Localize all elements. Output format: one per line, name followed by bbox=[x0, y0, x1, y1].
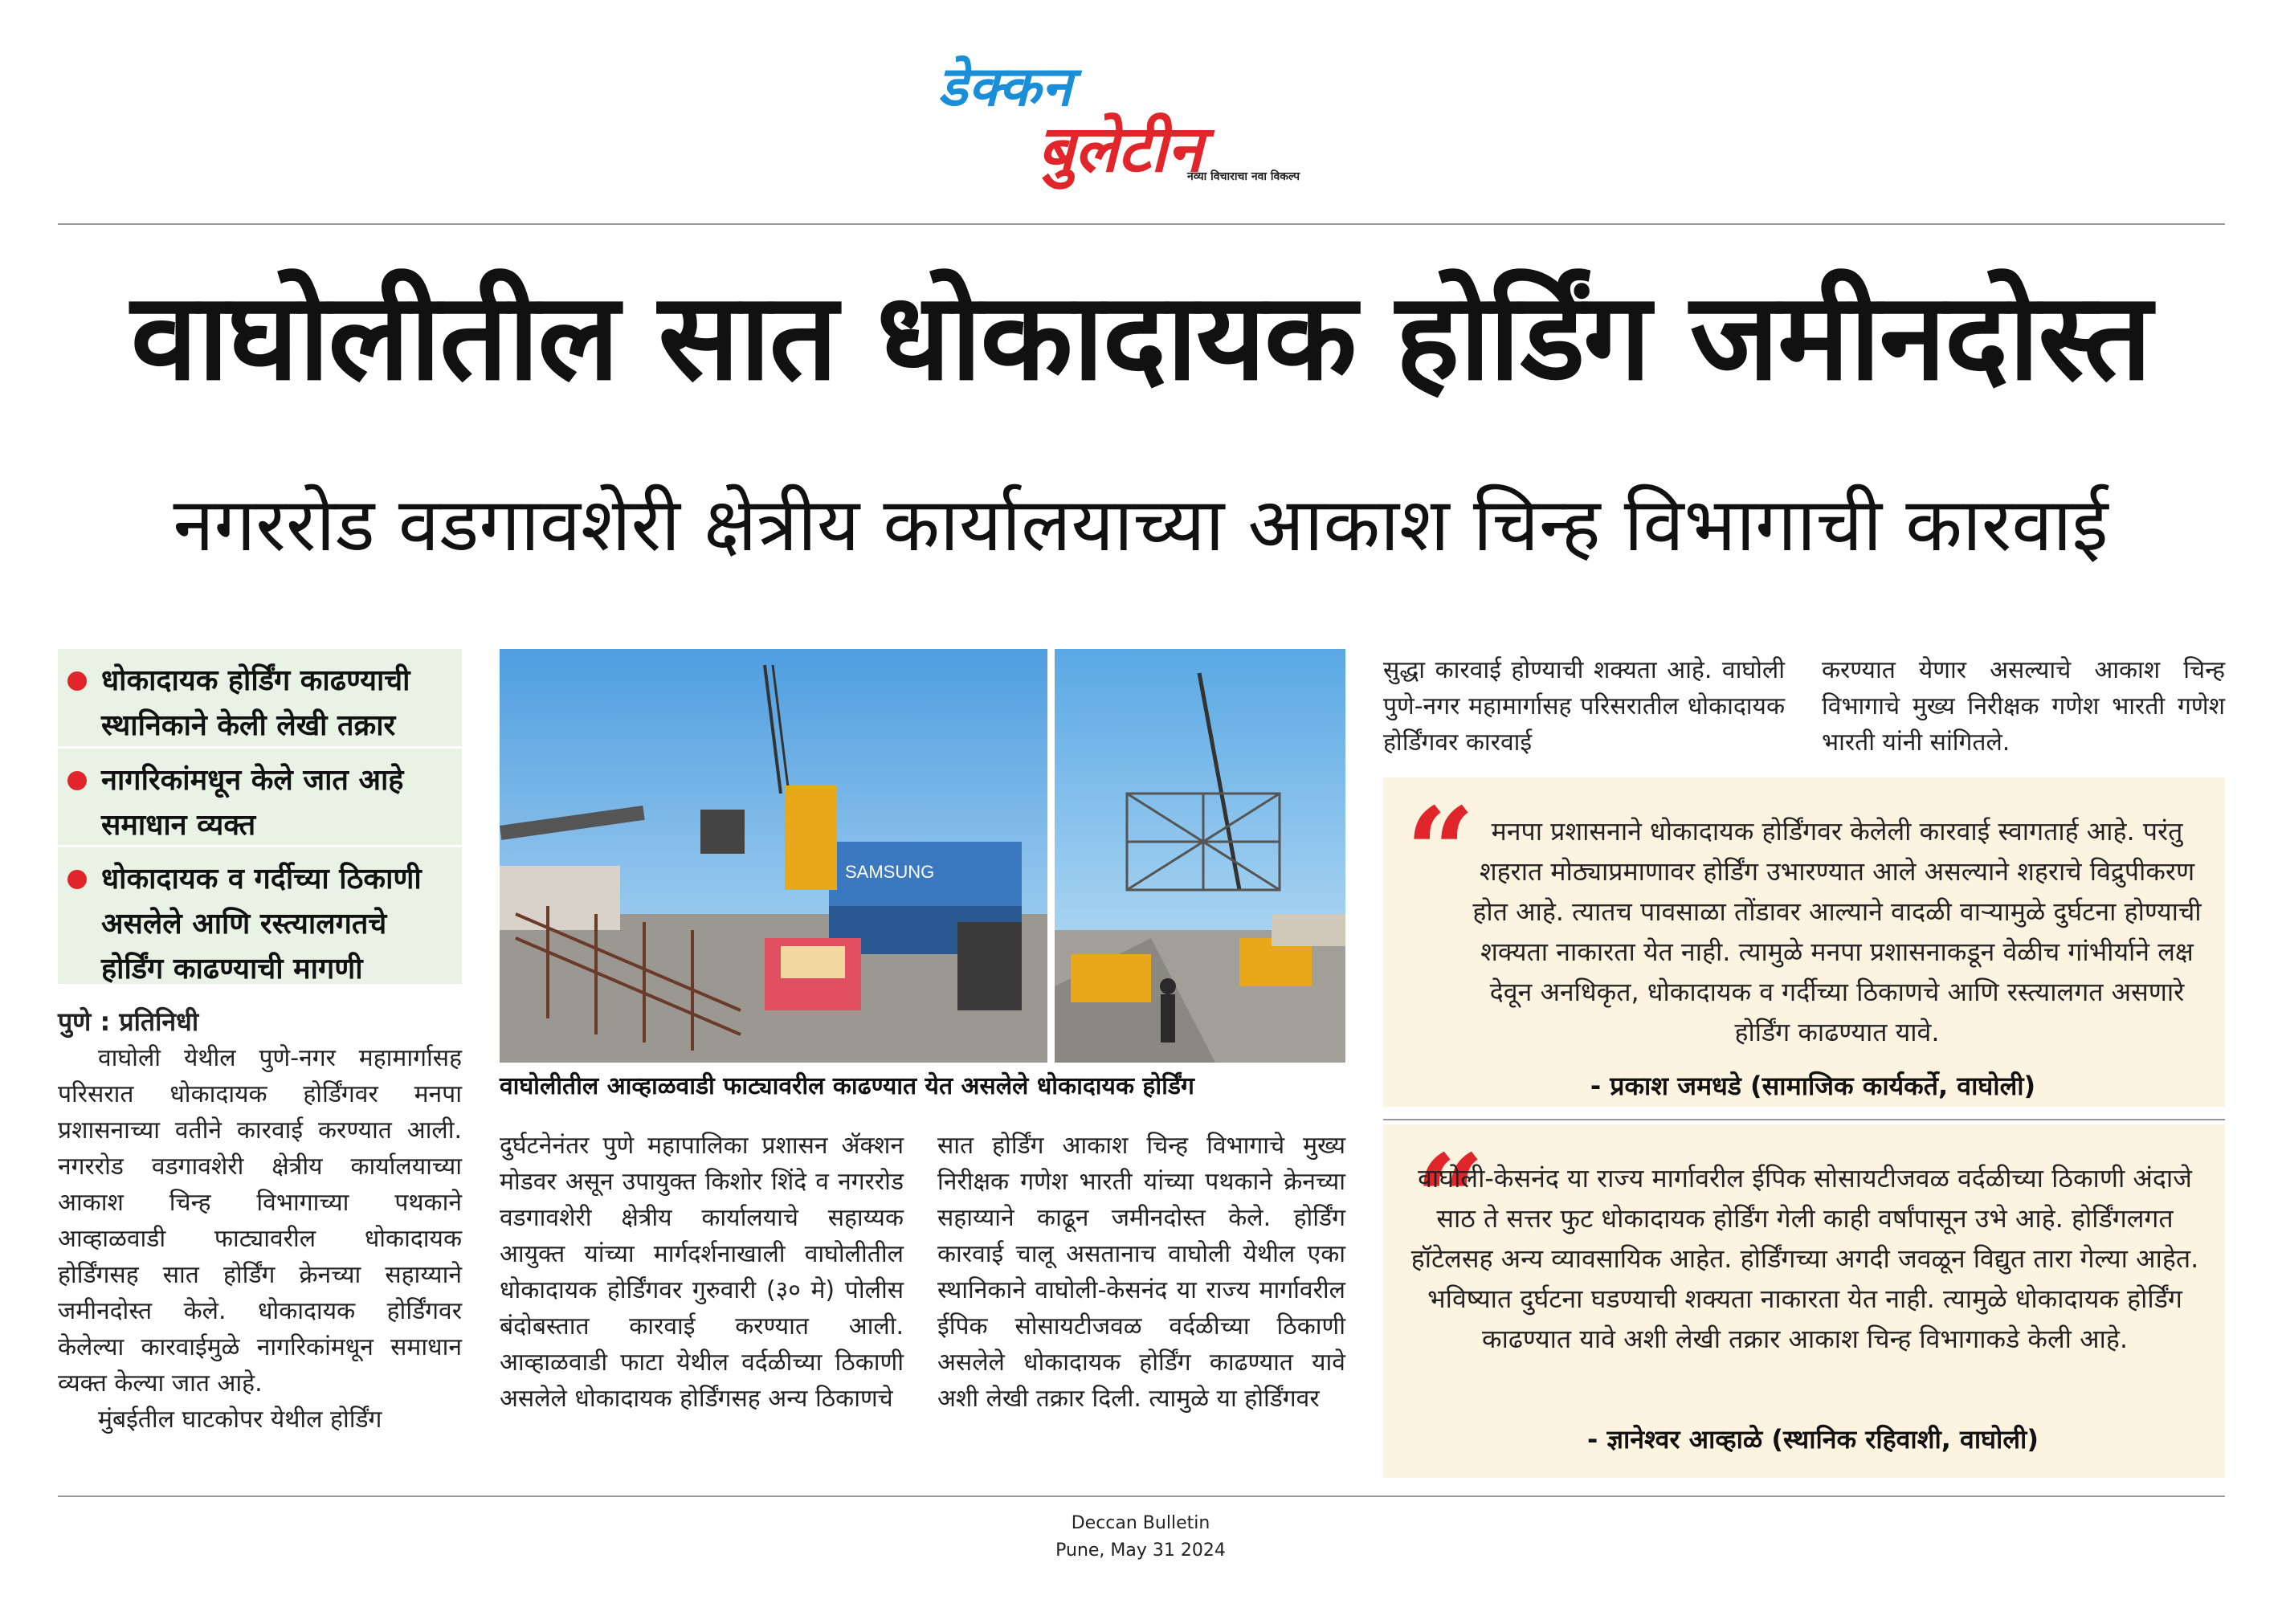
logo-line2: बुलेटीन bbox=[1038, 112, 1203, 186]
article-column-4 bbox=[1383, 652, 1785, 761]
quote-mark-icon: “ bbox=[1415, 1128, 1485, 1270]
bullet-icon bbox=[67, 870, 87, 889]
masthead-rule bbox=[58, 223, 2225, 225]
quote-signature: - ज्ञानेश्वर आव्हाळे (स्थानिक रहिवाशी, वाघोली) bbox=[1587, 1424, 2039, 1455]
highlight-item: धोकादायक होर्डिंग काढण्याची स्थानिकाने केली लेखी तक्रार bbox=[58, 649, 462, 746]
logo-tagline: नव्या विचाराचा नवा विकल्प bbox=[1187, 170, 1300, 183]
quote-box-2 bbox=[1383, 1124, 2225, 1478]
article-column-2 bbox=[500, 1128, 904, 1417]
article-column-1 bbox=[58, 1004, 462, 1438]
bullet-icon bbox=[67, 771, 87, 790]
crane-scene-image bbox=[500, 649, 1047, 1063]
samsung-sign: SAMSUNG bbox=[845, 862, 935, 882]
quote-text: वाघोली-केसनंद या राज्य मार्गावरील ईपिक सोसायटीजवळ वर्दळीच्या ठिकाणी अंदाजे साठ ते सत्तर फुट धोकादायक होर्डिंग गेली काही वर्षांपासून उभे आहे. होर्डिंगलगत हॉटेलसह अन्य व्यावसायिक आहेत. होर्डिंगच्या अगदी जवळून विद्युत तारा गेल्या आहेत. भविष्यात दुर्घटना घडण्याची शक्यता नाकारता येत नाही. त्यामुळे धोकादायक होर्डिंग काढण्यात यावे अशी लेखी तक्रार आकाश चिन्ह विभागाकडे केली आहे. bbox=[1410, 1163, 2199, 1354]
quote-divider bbox=[1383, 1119, 2225, 1120]
crane-scene-image bbox=[1055, 649, 1345, 1063]
logo-line1: डेक्कन bbox=[938, 55, 1073, 119]
headline: वाघोलीतील सात धोकादायक होर्डिंग जमीनदोस्त bbox=[130, 267, 2151, 407]
article-column-5 bbox=[1822, 652, 2225, 761]
quote-text: मनपा प्रशासनाने धोकादायक होर्डिंगवर केलेली कारवाई स्वागतार्ह आहे. परंतु शहरात मोठ्याप्रमाणावर होर्डिंग उभारण्यात आले असल्याने शहराचे विद्रुपीकरण होत आहे. त्यातच पावसाळा तोंडावर आल्याने वादळी वाऱ्यामुळे दुर्घटना होण्याची शक्यता नाकारता येत नाही. त्यामुळे मनपा प्रशासनाकडून वेळीच गांभीर्याने लक्ष देवून अनधिकृत, धोकादायक व गर्दीच्या ठिकाणचे आणि रस्त्यालगत असणारे होर्डिंग काढण्यात यावे. bbox=[1472, 816, 2202, 1047]
subheadline: नगररोड वडगावशेरी क्षेत्रीय कार्यालयाच्या आकाश चिन्ह विभागाची कारवाई bbox=[173, 482, 2109, 568]
quote-signature: - प्रकाश जमधडे (सामाजिक कार्यकर्ते, वाघोली) bbox=[1590, 1071, 2036, 1101]
paragraph: दुर्घटनेनंतर पुणे महापालिका प्रशासन ॲक्शन मोडवर असून उपायुक्त किशोर शिंदे व नगररोड वडगावशेरी क्षेत्रीय कार्यालयाचे सहाय्यक आयुक्त यांच्या मार्गदर्शनाखाली वाघोलीतील धोकादायक होर्डिंगवर गुरुवारी (३० मे) पोलीस बंदोबस्तात कारवाई करण्यात आली. आव्हाळवाडी फाटा येथील वर्दळीच्या ठिकाणी असलेले धोकादायक होर्डिंगसह अन्य ठिकाणचे bbox=[500, 1132, 904, 1413]
footer-publication: Deccan Bulletin bbox=[1071, 1513, 1210, 1533]
bullet-icon bbox=[67, 671, 87, 691]
footer bbox=[1044, 1510, 1237, 1565]
highlight-item: धोकादायक व गर्दीच्या ठिकाणी असलेले आणि रस्त्यालगतचे होर्डिंग काढण्याची मागणी bbox=[58, 847, 462, 984]
paragraph: वाघोली येथील पुणे-नगर महामार्गासह परिसरात धोकादायक होर्डिंगवर मनपा प्रशासनाच्या वतीने कारवाई करण्यात आली. नगररोड वडगावशेरी क्षेत्रीय कार्यालयाच्या आकाश चिन्ह विभागाच्या पथकाने आव्हाळवाडी फाट्यावरील धोकादायक होर्डिंगसह सात होर्डिंग क्रेनच्या सहाय्याने जमीनदोस्त केले. धोकादायक होर्डिंगवर केलेल्या कारवाईमुळे नागरिकांमधून समाधान व्यक्त केल्या जात आहे. bbox=[58, 1044, 462, 1398]
paragraph: सुद्धा कारवाई होण्याची शक्यता आहे. वाघोली पुणे-नगर महामार्गासह परिसरातील धोकादायक होर्डिंगवर कारवाई bbox=[1383, 656, 1785, 757]
footer-dateline: Pune, May 31 2024 bbox=[1055, 1540, 1226, 1561]
highlight-item: नागरिकांमधून केले जात आहे समाधान व्यक्त bbox=[58, 749, 462, 845]
paragraph: करण्यात येणार असल्याचे आकाश चिन्ह विभागाचे मुख्य निरीक्षक गणेश भारती गणेश भारती यांनी सांगितले. bbox=[1822, 656, 2225, 757]
photo-caption: वाघोलीतील आव्हाळवाडी फाट्यावरील काढण्यात येत असलेले धोकादायक होर्डिंग bbox=[500, 1072, 1194, 1100]
byline: पुणे : प्रतिनिधी bbox=[58, 1006, 199, 1037]
article-column-3 bbox=[937, 1128, 1345, 1417]
photo-hoarding-crane-2 bbox=[1055, 649, 1345, 1063]
photo-hoarding-crane-1 bbox=[500, 649, 1047, 1063]
quote-box-1 bbox=[1383, 777, 2225, 1107]
footer-rule bbox=[58, 1495, 2225, 1497]
quote-mark-icon: “ bbox=[1406, 781, 1476, 923]
paragraph: मुंबईतील घाटकोपर येथील होर्डिंग bbox=[98, 1406, 382, 1434]
paragraph: सात होर्डिंग आकाश चिन्ह विभागाचे मुख्य निरीक्षक गणेश भारती यांच्या पथकाने क्रेनच्या सहाय्याने काढून जमीनदोस्त केले. होर्डिंग कारवाई चालू असतानाच वाघोली येथील एका स्थानिकाने वाघोली-केसनंद या राज्य मार्गावरील ईपिक सोसायटीजवळ वर्दळीच्या ठिकाणी असलेले धोकादायक होर्डिंग काढण्यात यावे अशी लेखी तक्रार दिली. त्यामुळे या होर्डिंगवर bbox=[937, 1132, 1345, 1413]
